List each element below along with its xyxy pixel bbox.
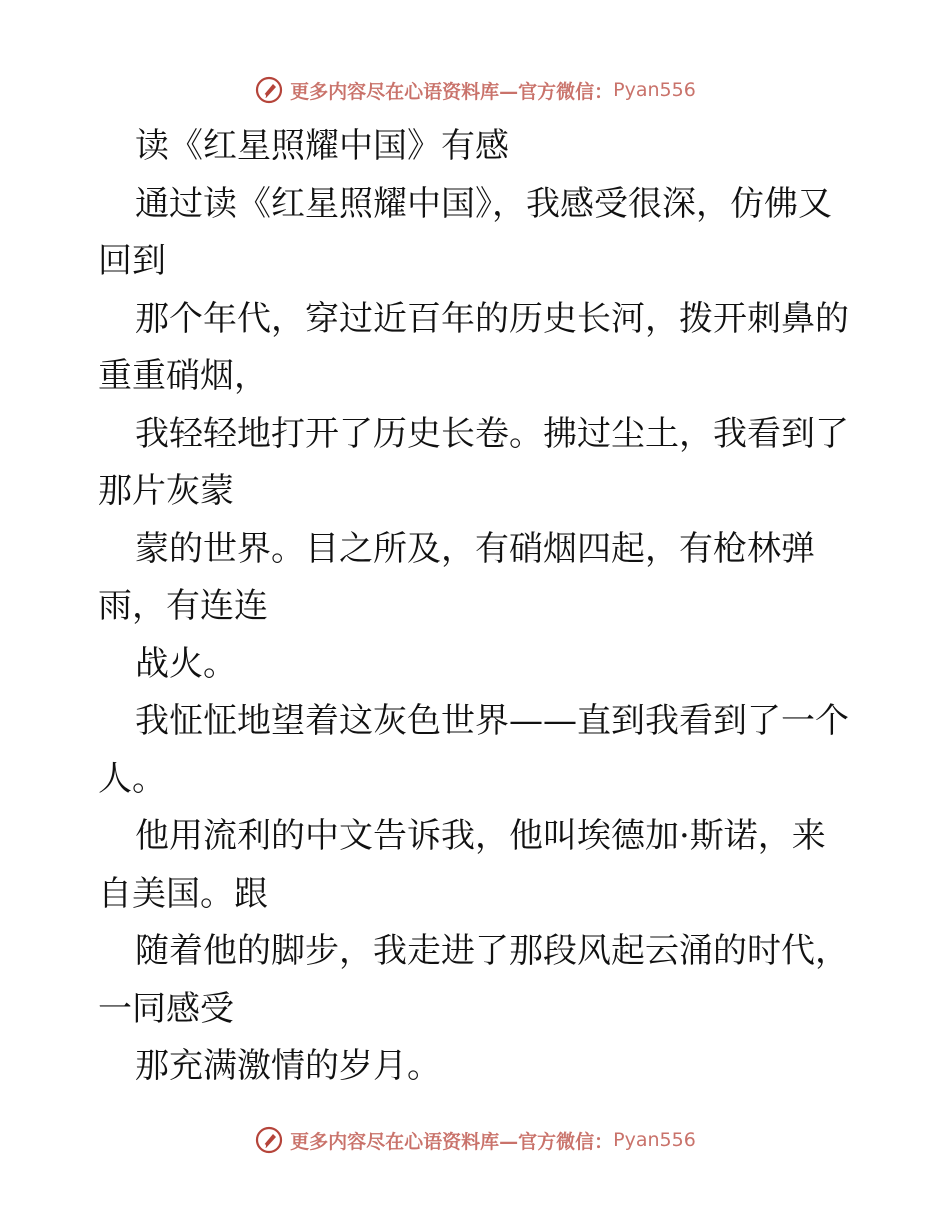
paragraph-line: 那片灰蒙 — [98, 471, 234, 511]
paragraph-line: 我怔怔地望着这灰色世界——直到我看到了一个 — [135, 701, 849, 741]
footer-wechat-id: Pyan556 — [613, 1129, 696, 1151]
footer-banner — [0, 1120, 950, 1160]
header-banner-text: 更多内容尽在心语资料库—官方微信： — [290, 80, 614, 103]
paragraph-line: 战火。 — [135, 643, 237, 684]
footer-banner-text: 更多内容尽在心语资料库—官方微信： — [290, 1130, 614, 1153]
paragraph-line: 自美国。跟 — [98, 873, 268, 914]
paragraph-line: 那个年代，穿过近百年的历史长河，拨开刺鼻的 — [135, 298, 849, 339]
paragraph-line: 随着他的脚步，我走进了那段风起云涌的时代， — [135, 931, 849, 971]
paragraph-line: 重重硝烟， — [98, 356, 268, 396]
document-body — [98, 118, 858, 1096]
header-banner — [0, 70, 950, 110]
paragraph-line: 通过读《红星照耀中国》，我感受很深，仿佛又 — [135, 183, 832, 224]
paragraph-line: 那充满激情的岁月。 — [135, 1046, 441, 1086]
paragraph-line: 一同感受 — [98, 988, 234, 1029]
pen-nib-logo-icon — [254, 75, 284, 105]
pen-nib-logo-icon — [254, 1125, 284, 1155]
paragraph-line: 人。 — [98, 758, 166, 799]
paragraph-line: 雨，有连连 — [98, 586, 268, 626]
paragraph-line: 回到 — [98, 241, 166, 281]
header-wechat-id: Pyan556 — [613, 79, 696, 101]
paragraph-line: 蒙的世界。目之所及，有硝烟四起，有枪林弹 — [135, 528, 815, 569]
paragraph-line: 他用流利的中文告诉我，他叫埃德加·斯诺，来 — [135, 816, 826, 856]
document-title: 读《红星照耀中国》有感 — [135, 126, 509, 166]
paragraph-line: 我轻轻地打开了历史长卷。拂过尘土，我看到了 — [135, 413, 849, 454]
